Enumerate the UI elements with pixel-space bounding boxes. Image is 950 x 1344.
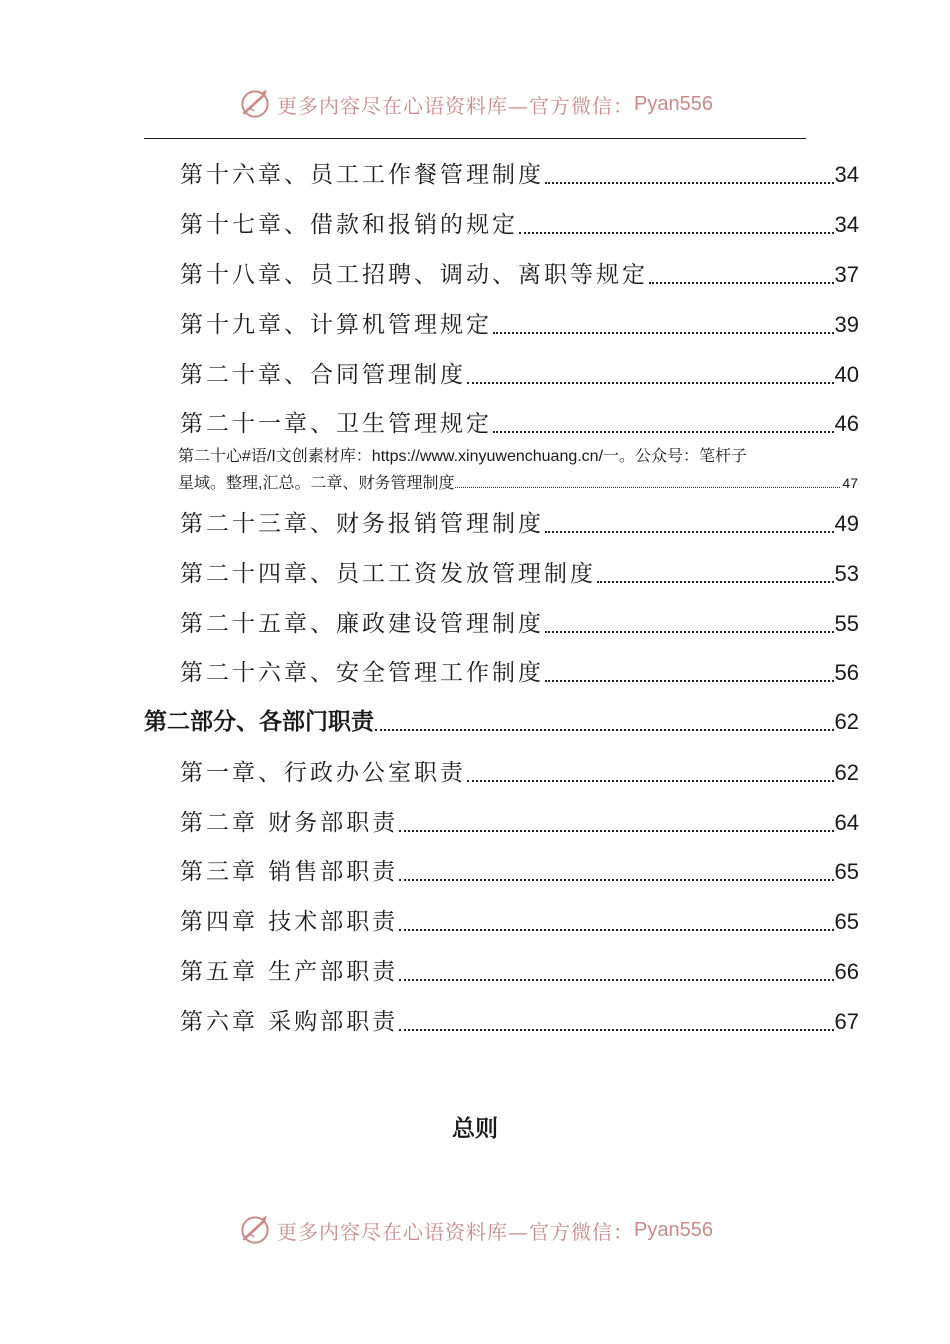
dot-leader [399, 1029, 833, 1031]
toc-entry-page: 46 [834, 411, 859, 436]
pen-logo-icon [237, 86, 273, 122]
toc-entry-page: 66 [834, 959, 859, 984]
toc-entry-title: 第一章、行政办公室职责 [180, 760, 466, 786]
toc-entry-injected[interactable] [178, 444, 858, 497]
injected-line-2-row [178, 470, 858, 497]
dot-leader [493, 431, 834, 433]
toc-entry-title: 第二十三章、财务报销管理制度 [180, 511, 544, 537]
dot-leader [399, 830, 833, 832]
toc-entry[interactable] [180, 256, 859, 289]
toc-entry[interactable] [180, 505, 859, 538]
toc-entry-title: 第二十六章、安全管理工作制度 [180, 660, 544, 686]
toc-entry-page: 62 [834, 709, 859, 734]
toc-entry-title: 第二十章、合同管理制度 [180, 362, 466, 388]
watermark-header [0, 84, 950, 124]
dot-leader [399, 929, 833, 931]
toc-entry-title: 第三章 销售部职责 [180, 859, 399, 885]
toc-entry-title: 第二十五章、廉政建设管理制度 [180, 611, 544, 637]
section-heading: 总则 [452, 1115, 498, 1142]
toc-entry[interactable] [180, 356, 859, 389]
toc-entry-page: 49 [834, 511, 859, 536]
toc-entry-page: 34 [834, 212, 859, 237]
toc-entry-page: 53 [834, 561, 859, 586]
dot-leader [467, 780, 834, 782]
pen-logo-icon [237, 1212, 273, 1248]
injected-line-1: 第二十心#语/I文创素材库：https://www.xinyuwenchuang.cn/一。公众号：笔杆子 [178, 448, 748, 465]
watermark-id: Pyan556 [634, 1218, 713, 1241]
toc-entry[interactable] [180, 804, 859, 837]
dot-leader [545, 182, 834, 184]
toc-entry-page: 47 [842, 475, 858, 491]
dot-leader [545, 531, 834, 533]
watermark-id: Pyan556 [634, 92, 713, 115]
toc-entry-page: 65 [834, 859, 859, 884]
toc-entry-title: 第二十一章、卫生管理规定 [180, 411, 492, 437]
dot-leader [455, 487, 840, 488]
toc-entry[interactable] [180, 306, 859, 339]
toc-entry-title: 第二章 财务部职责 [180, 810, 399, 836]
toc-entry-title: 第六章 采购部职责 [180, 1009, 399, 1035]
dot-leader [545, 680, 834, 682]
toc-entry-title: 第十六章、员工工作餐管理制度 [180, 162, 544, 188]
toc-entry-title: 第五章 生产部职责 [180, 959, 399, 985]
toc-entry-title: 第四章 技术部职责 [180, 909, 399, 935]
toc-entry-title: 第二十四章、员工工资发放管理制度 [180, 561, 596, 587]
dot-leader [375, 729, 834, 731]
toc-part-entry[interactable] [144, 703, 859, 736]
dot-leader [597, 581, 834, 583]
toc-entry-page: 62 [834, 760, 859, 785]
dot-leader [399, 879, 833, 881]
dot-leader [467, 382, 834, 384]
dot-leader [649, 282, 834, 284]
toc-entry-page: 34 [834, 162, 859, 187]
dot-leader [545, 631, 834, 633]
toc-entry[interactable] [180, 754, 859, 787]
toc-entry-page: 40 [834, 362, 859, 387]
toc-entry-page: 37 [834, 262, 859, 287]
toc-entry-page: 67 [834, 1009, 859, 1034]
header-rule [144, 138, 806, 139]
toc-entry-title: 第十九章、计算机管理规定 [180, 312, 492, 338]
watermark-footer [0, 1210, 950, 1250]
toc-entry[interactable] [180, 605, 859, 638]
toc-entry[interactable] [180, 405, 859, 438]
injected-line-2: 星域。整理,汇总。二章、财务管理制度 [178, 475, 455, 492]
toc-entry[interactable] [180, 654, 859, 687]
toc-entry[interactable] [180, 853, 859, 886]
toc-entry-title: 第十七章、借款和报销的规定 [180, 212, 518, 238]
dot-leader [399, 979, 833, 981]
toc-entry[interactable] [180, 156, 859, 189]
toc-entry-page: 39 [834, 312, 859, 337]
toc-entry[interactable] [180, 206, 859, 239]
toc-entry[interactable] [180, 903, 859, 936]
dot-leader [493, 332, 834, 334]
watermark-text: 更多内容尽在心语资料库—官方微信： [277, 1219, 635, 1244]
toc-entry[interactable] [180, 953, 859, 986]
toc-entry-page: 65 [834, 909, 859, 934]
watermark-text: 更多内容尽在心语资料库—官方微信： [277, 93, 635, 118]
toc-entry-page: 64 [834, 810, 859, 835]
toc-entry-title: 第十八章、员工招聘、调动、离职等规定 [180, 262, 648, 288]
toc-entry-page: 56 [834, 660, 859, 685]
toc-entry-page: 55 [834, 611, 859, 636]
toc-entry[interactable] [180, 555, 859, 588]
dot-leader [519, 232, 834, 234]
toc-part-title: 第二部分、各部门职责 [144, 708, 374, 735]
toc-entry[interactable] [180, 1003, 859, 1036]
